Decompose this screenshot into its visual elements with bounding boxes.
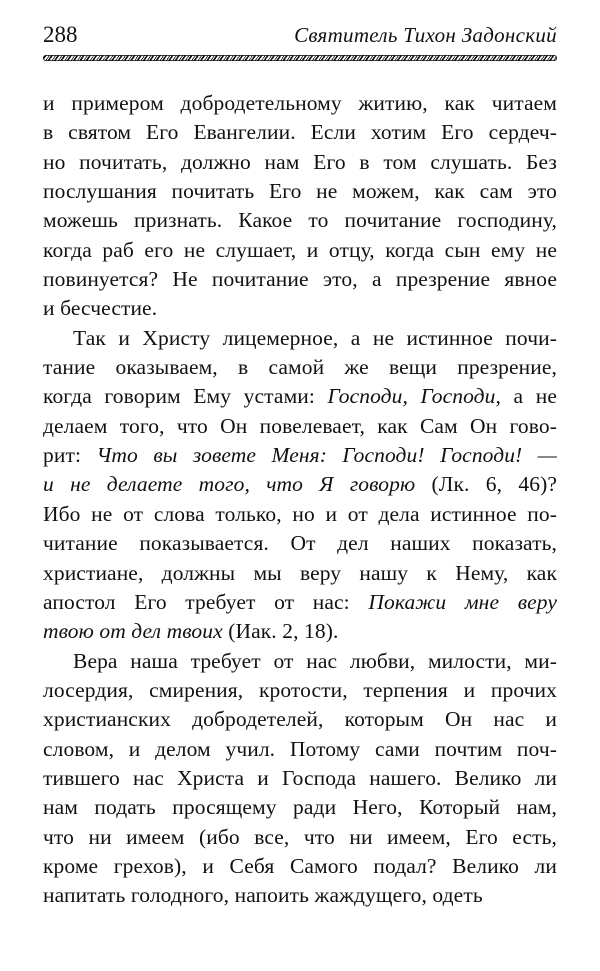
text-line [43,529,557,558]
text-line [43,764,557,793]
text-line [43,206,557,235]
text-run: , а не [495,384,557,409]
italic-quote: Покажи мне веру [368,589,557,614]
text-line [43,324,557,353]
paragraph [43,324,557,647]
text-line [43,881,557,910]
text-line [43,823,557,852]
text-line [43,793,557,822]
text-line [43,382,557,411]
text-line [43,441,557,470]
text-run: лосердия, смирения, кротости, терпения и прочих [43,677,557,702]
text-run: тание оказываем, в самой же вещи презрение, [43,355,557,380]
text-run: делаем того, что Он повелевает, как Сам Он гово- [43,413,557,438]
text-run: словом, и делом учил. Потому сами почтим поч- [43,736,557,761]
text-run: тившего нас Христа и Господа нашего. Велико ли [43,765,557,790]
text-run: повинуется? Не почитание это, а презрение явное [43,267,557,292]
italic-quote: и не делаете того, что Я говорю [43,472,416,497]
text-run: нам подать просящему ради Него, Который нам, [43,795,557,820]
rope-rule-divider [43,55,557,61]
text-run: что ни имеем (ибо все, что ни имеем, Его есть, [43,824,557,849]
text-run: Вера наша требует от нас любви, милости, ми- [73,648,557,673]
text-run: христиане, должны мы веру нашу к Нему, как [43,560,557,585]
text-run: в святом Его Евангелии. Если хотим Его сердеч- [43,120,557,145]
text-run: христианских добродетелей, которым Он нас и [43,707,557,732]
text-run: напитать голодного, напоить жаждущего, одеть [43,883,483,908]
text-line [43,470,557,499]
text-run: и бесчестие. [43,296,158,321]
italic-quote: Господи, Господи [327,384,496,409]
text-line [43,500,557,529]
text-run: и примером добродетельному житию, как читаем [43,91,557,115]
text-line [43,412,557,441]
text-line [43,676,557,705]
text-run: Ибо не от слова только, но и от дела истинное по- [43,501,557,526]
text-run: (Лк. 6, 46)? [415,472,557,497]
text-line [43,177,557,206]
text-line [43,852,557,881]
text-line [43,148,557,177]
text-run: (Иак. 2, 18). [222,619,339,644]
text-run: кроме грехов), и Себя Самого подал? Велико ли [43,853,557,878]
running-head-title: Святитель Тихон Задонский [294,23,557,47]
text-run: Так и Христу лицемерное, а не истинное почи- [73,325,557,350]
text-line [43,236,557,265]
text-run: апостол Его требует от нас: [43,589,369,614]
italic-quote: Что вы зовете Меня: Господи! Господи! — [96,443,558,468]
text-line [43,617,557,646]
text-line [43,89,557,118]
text-line [43,735,557,764]
page-number: 288 [43,22,78,47]
body-text [43,89,557,911]
text-run: рит: [43,443,97,468]
text-line [43,294,557,323]
running-head [43,20,557,50]
paragraph [43,89,557,324]
text-run: читание показывается. От дел наших показать, [43,531,557,556]
text-line [43,647,557,676]
paragraph [43,647,557,911]
text-line [43,559,557,588]
book-page [43,0,557,971]
text-run: но почитать, должно нам Его в том слушать. Без [43,149,557,174]
text-line [43,353,557,382]
text-run: можешь признать. Какое то почитание господину, [43,208,557,233]
text-line [43,705,557,734]
text-line [43,118,557,147]
text-run: когда говорим Ему устами: [43,384,328,409]
text-run: послушания почитать Его не можем, как сам это [43,179,557,204]
text-line [43,588,557,617]
text-run: когда раб его не слушает, и отцу, когда сын ему не [43,237,557,262]
italic-quote: твою от дел твоих [43,619,223,644]
text-line [43,265,557,294]
